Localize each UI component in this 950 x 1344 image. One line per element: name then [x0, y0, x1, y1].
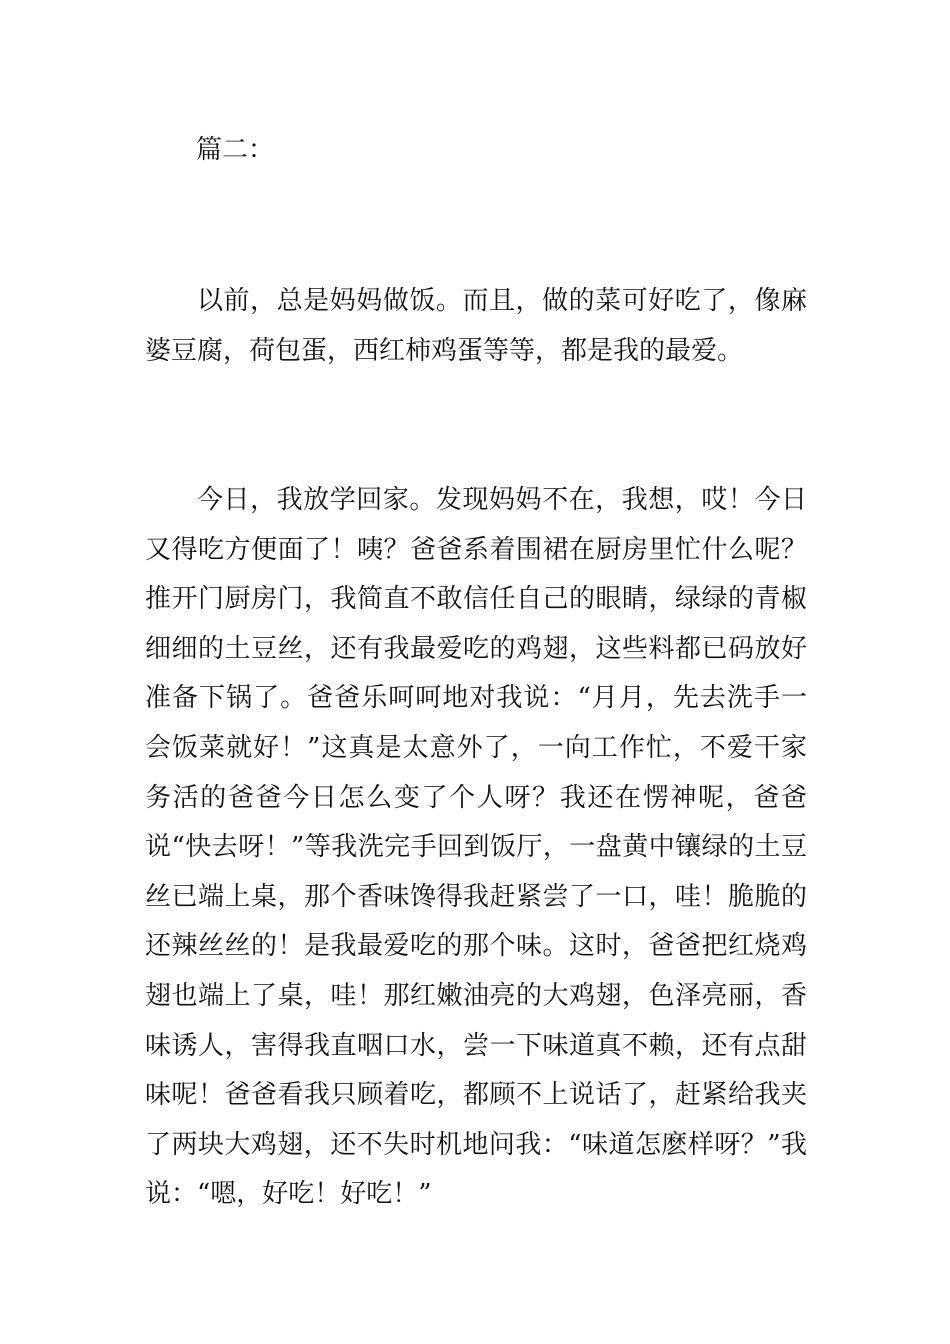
paragraph-1: 以前，总是妈妈做饭。而且，做的菜可好吃了，像麻婆豆腐，荷包蛋，西红柿鸡蛋等等，都是我的最爱。	[145, 286, 807, 366]
paragraph-2: 今日，我放学回家。发现妈妈不在，我想，哎！今日又得吃方便面了！咦？爸爸系着围裙在厨房里忙什么呢？推开门厨房门，我简直不敢信任自己的眼睛，绿绿的青椒细细的土豆丝，还有我最爱吃的鸡翅，这些料都已码放好准备下锅了。爸爸乐呵呵地对我说：“月月，先去洗手一会饭菜就好！”这真是太意外了，一向工作忙，不爱干家务活的爸爸今日怎么变了个人呀？我还在愣神呢，爸爸说“快去呀！”等我洗完手回到饭厅，一盘黄中镶绿的土豆丝已端上桌，那个香味馋得我赶紧尝了一口，哇！脆脆的还辣丝丝的！是我最爱吃的那个味。这时，爸爸把红烧鸡翅也端上了桌，哇！那红嫩油亮的大鸡翅，色泽亮丽，香味诱人，害得我直咽口水，尝一下味道真不赖，还有点甜味呢！爸爸看我只顾着吃，都顾不上说话了，赶紧给我夹了两块大鸡翅，还不失时机地问我：“味道怎麽样呀？”我说：“嗯，好吃！好吃！”	[145, 485, 807, 1210]
section-heading: 篇二：	[196, 135, 275, 165]
